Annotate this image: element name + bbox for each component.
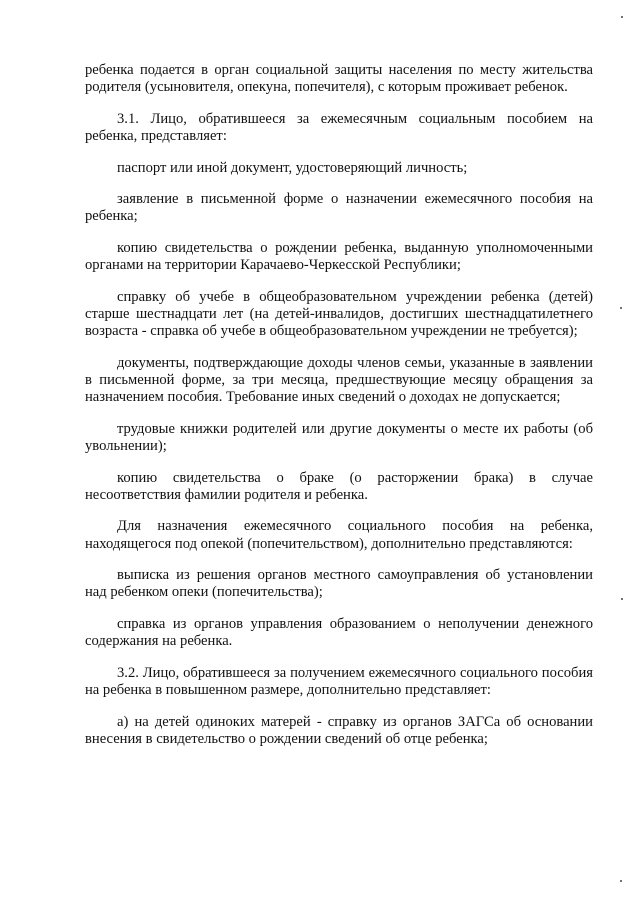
paragraph-passport: паспорт или иной документ, удостоверяющий личность; [117,159,468,176]
paragraph-3-2: 3.2. Лицо, обратившееся за получением ежемесячного социального пособия на ребенка в повышенном размере, дополнительно представляет: [85,664,593,698]
scan-speck-right-middle [620,307,622,309]
paragraph-guardianship-decision: выписка из решения органов местного самоуправления об установлении над ребенком опеки (попечительства); [85,567,593,601]
paragraph-single-mothers: а) на детей одиноких матерей - справку из органов ЗАГСа об основании внесения в свидетельство о рождении сведений об отце ребенка; [85,713,593,747]
scan-speck-top-right [621,16,623,18]
paragraph-no-allowance-certificate: справка из органов управления образованием о неполучении денежного содержания на ребенка. [85,615,593,650]
paragraph-employment-records: трудовые книжки родителей или другие документы о месте их работы (об увольнении); [85,420,593,454]
paragraph-3-1: 3.1. Лицо, обратившееся за ежемесячным социальным пособием на ребенка, представляет: [85,110,593,144]
paragraph-marriage-certificate: копию свидетельства о браке (о расторжении брака) в случае несоответствия фамилии родителя и ребенка. [85,469,593,503]
scan-speck-right-lower [621,598,623,600]
paragraph-birth-certificate: копию свидетельства о рождении ребенка, выданную уполномоченными органами на территории Карачаево-Черкесской Республики; [85,239,593,274]
paragraph-guardianship: Для назначения ежемесячного социального пособия на ребенка, находящегося под опекой (попечительством), дополнительно представляются: [85,518,593,552]
paragraph-application: заявление в письменной форме о назначении ежемесячного пособия на ребенка; [85,191,593,225]
paragraph-continuation: ребенка подается в орган социальной защиты населения по месту жительства родителя (усыновителя, опекуна, попечителя), с которым проживает ребенок. [85,62,593,96]
document-page [85,62,593,762]
paragraph-school-certificate: справку об учебе в общеобразовательном учреждении ребенка (детей) старше шестнадцати лет (на детей-инвалидов, достигших шестнадцатилетнего возраста - справка об учебе в общеобразовательном учреждении не требуется); [85,288,593,340]
scan-speck-bottom-right [620,880,622,882]
paragraph-income-documents: документы, подтверждающие доходы членов семьи, указанные в заявлении в письменной форме, за три месяца, предшествующие месяцу обращения за назначением пособия. Требование иных сведений о доходах не допускается; [85,354,593,406]
